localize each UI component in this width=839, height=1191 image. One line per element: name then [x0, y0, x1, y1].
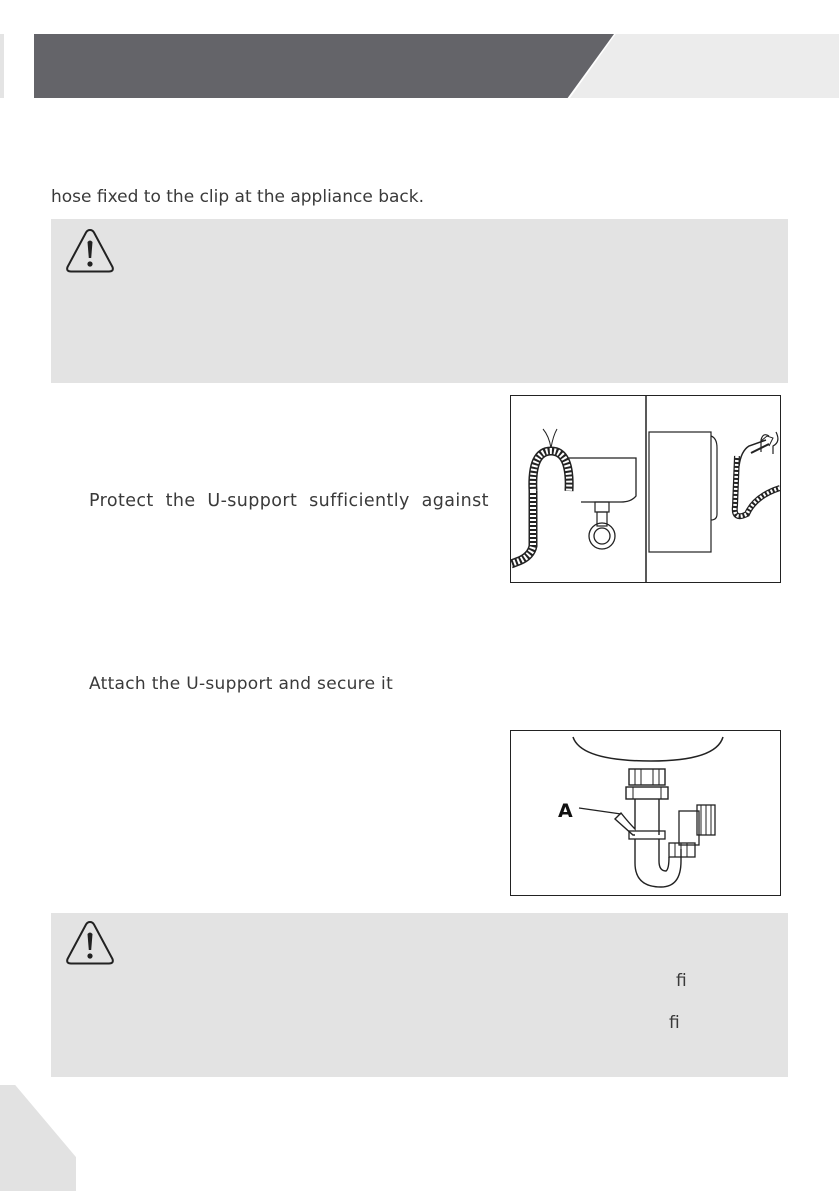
page-edge-marker	[0, 34, 4, 98]
attach-u-support-text: Attach the U-support and secure it	[89, 674, 394, 694]
warning-box-2	[51, 913, 788, 1077]
hose-clip-text: hose fixed to the clip at the appliance back.	[51, 187, 424, 207]
protect-word: against	[421, 491, 489, 511]
protect-word: U-support	[207, 491, 298, 511]
protect-word: sufficiently	[309, 491, 410, 511]
ligature-glyph: ﬁ	[669, 1013, 680, 1033]
protect-u-support-text	[89, 490, 489, 512]
siphon-connection-label: A	[558, 800, 573, 822]
warning-box-1	[51, 219, 788, 383]
header-bar	[34, 34, 614, 98]
protect-word: Protect	[89, 491, 154, 511]
ligature-glyph: ﬁ	[676, 971, 687, 991]
siphon-figure	[510, 730, 781, 896]
warning-triangle-icon	[64, 227, 116, 275]
drain-hose-figure	[510, 395, 781, 583]
protect-word: the	[165, 491, 196, 511]
header-tab	[570, 34, 839, 98]
warning-triangle-icon	[64, 919, 116, 967]
page-corner-tab	[0, 1085, 76, 1191]
